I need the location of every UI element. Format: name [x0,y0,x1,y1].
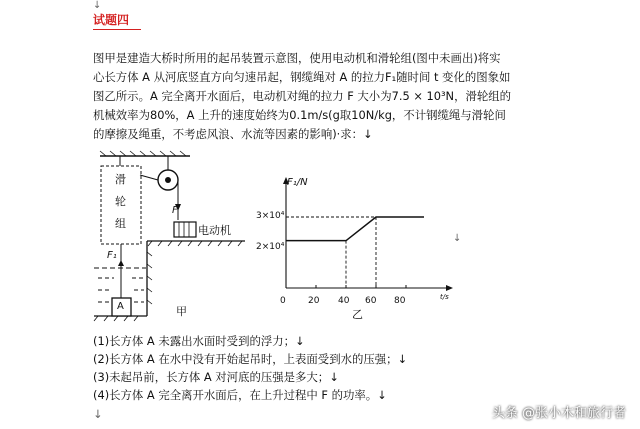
question-3: (3)未起吊前，长方体 A 对河底的压强是多大；↓ [93,370,339,384]
chart-y-tick-3e4: 3×10⁴ [256,211,285,221]
figure-line-end-mark: ↓ [453,233,462,244]
block-a-label: A [117,301,124,312]
chart-x-tick-40: 40 [338,296,350,306]
figure-yi-caption: 乙 [352,308,363,321]
chart-series-line [286,217,406,241]
chart-y-label: F₁/N [287,177,308,188]
problem-line-1: 图甲是建造大桥时所用的起吊装置示意图，使用电动机和滑轮组(图中未画出)将实 [93,51,501,65]
watermark: 头条 @张小木和旅行者 [491,406,626,421]
pulley-label-3: 组 [115,217,126,230]
problem-line-3: 图乙所示。A 完全离开水面后，电动机对绳的拉力 F 大小为7.5 × 10³N，滑轮组的 [93,89,512,103]
chart-x-tick-80: 80 [394,296,406,306]
line-end-mark: ↓ [93,0,102,11]
chart-y-tick-2e4: 2×10⁴ [256,242,285,252]
pulley-label-2: 轮 [115,195,126,208]
pulley-label-1: 滑 [115,173,126,186]
footer-line-end-mark: ↓ [93,407,103,421]
motor-label: 电动机 [198,224,231,237]
question-4: (4)长方体 A 完全离开水面后，在上升过程中 F 的功率。↓ [93,388,387,402]
question-1: (1)长方体 A 未露出水面时受到的浮力；↓ [93,334,305,348]
chart-x-tick-0: 0 [280,296,286,306]
chart-x-tick-20: 20 [308,296,320,306]
chart-x-axis-arrow [446,285,453,291]
force-f1-label: F₁ [107,250,117,261]
problem-line-4: 机械效率为80%，A 上升的速度始终为0.1m/s(g取10N/kg，不计钢缆绳与滑轮间 [93,108,506,122]
chart-x-tick-60: 60 [365,296,377,306]
question-2: (2)长方体 A 在水中没有开始起吊时，上表面受到水的压强；↓ [93,352,408,366]
chart-x-label: t/s [440,293,449,301]
problem-line-5: 的摩擦及绳重，不考虑风浪、水流等因素的影响)·求：↓ [93,127,373,141]
figure-jia-caption: 甲 [176,305,187,318]
problem-title: 试题四 [93,13,130,27]
problem-line-2: 心长方体 A 从河底竖直方向匀速吊起，钢缆绳对 A 的拉力F₁随时间 t 变化的图象如 [93,70,511,84]
force-f-label: F [172,205,178,216]
